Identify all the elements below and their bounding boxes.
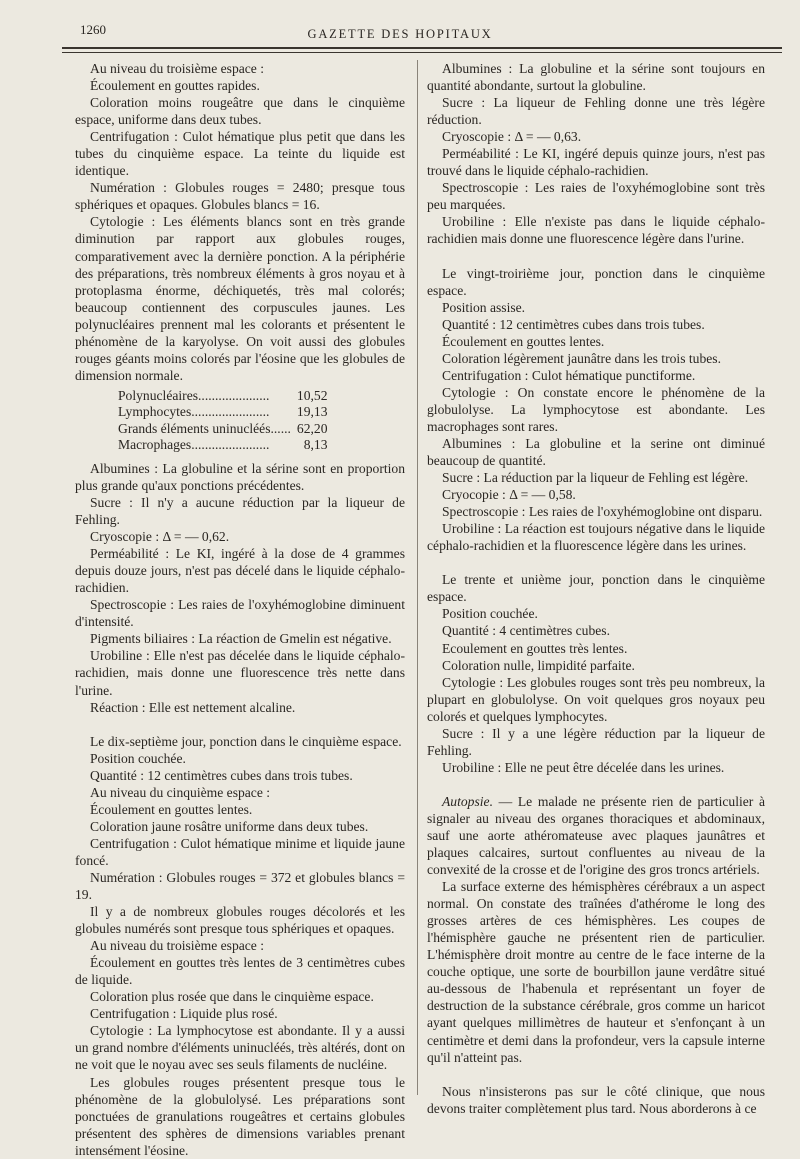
paragraph: Cytologie : Les éléments blancs sont en très grande diminution par rapport aux globules rouges, comparativement avec la dernière ponction. A la périphérie des préparations, très nombreux éléments à gros noyau et à protoplasma énorme, déchiquetés, très mal colorés; beaucoup contiennent des corpuscules jaunes. Les polynucléaires prennent mal les colorants et présentent le phénomène de la karyolyse. On voit aussi des globules rouges géants moins colorés par l'éosine que les globules de dimension normale. bbox=[75, 214, 405, 383]
paragraph: Cytologie : La lymphocytose est abondante. Il y a aussi un grand nombre d'éléments uninucléés, très altérés, dont on ne voit que le noyau avec ses seuls filaments de nucléine. bbox=[75, 1023, 405, 1073]
paragraph: Coloration moins rougeâtre que dans le cinquième espace, uniforme dans deux tubes. bbox=[75, 95, 405, 128]
paragraph: Nous n'insisterons pas sur le côté clinique, que nous devons traiter complètement plus tard. Nous aborderons à ce bbox=[427, 1083, 765, 1116]
paragraph: Coloration jaune rosâtre uniforme dans deux tubes. bbox=[90, 818, 369, 834]
running-head: GAZETTE DES HOPITAUX bbox=[307, 27, 493, 41]
table-row bbox=[118, 388, 328, 405]
autopsy-paragraph bbox=[427, 793, 765, 878]
paragraph: Spectroscopie : Les raies de l'oxyhémoglobine sont très peu marquées. bbox=[427, 180, 765, 213]
cell-type: Lymphocytes....................... bbox=[118, 404, 270, 420]
left-column bbox=[75, 60, 405, 1159]
paragraph: Cytologie : On constate encore le phénomène de la globulolyse. La lymphocytose est abondante. Les macrophages sont rares. bbox=[427, 384, 765, 434]
paragraph: Spectroscopie : Les raies de l'oxyhémoglobine diminuent d'intensité. bbox=[75, 597, 405, 630]
paragraph: Coloration légèrement jaunâtre dans les trois tubes. bbox=[442, 350, 721, 366]
right-section-b bbox=[427, 265, 765, 555]
paragraph: Perméabilité : Le KI, ingéré à la dose de 4 grammes depuis douze jours, n'est pas décelé dans le liquide céphalo-rachidien. bbox=[75, 546, 405, 596]
paragraph: Numération : Globules rouges = 2480; presque tous sphériques et opaques. Globules blancs = 16. bbox=[75, 180, 405, 213]
left-section-b bbox=[75, 460, 405, 716]
paragraph: Spectroscopie : Les raies de l'oxyhémoglobine ont disparu. bbox=[442, 504, 763, 520]
paragraph: Écoulement en gouttes lentes. bbox=[90, 801, 253, 817]
paragraph: Cryocopie : Δ = — 0,58. bbox=[442, 487, 576, 503]
paragraph: Écoulement en gouttes très lentes de 3 centimètres cubes de liquide. bbox=[75, 955, 405, 988]
column-divider bbox=[417, 60, 418, 1095]
paragraph: Quantité : 12 centimètres cubes dans trois tubes. bbox=[442, 316, 705, 332]
paragraph: Centrifugation : Culot hématique minime et liquide jaune foncé. bbox=[75, 835, 405, 868]
paragraph: Urobiline : Elle n'existe pas dans le liquide céphalo-rachidien mais donne une fluorescence légère dans l'urine. bbox=[427, 214, 765, 247]
paragraph: Position couchée. bbox=[442, 606, 538, 622]
paragraph: Les globules rouges présentent presque tous le phénomène de la globulolysé. Les préparations sont ponctuées de granulations rougeâtres et certains globules présentent des sphères de dimensions variables prenant intensément l'éosine. bbox=[75, 1074, 405, 1158]
paragraph: Sucre : La liqueur de Fehling donne une très légère réduction. bbox=[427, 95, 765, 128]
left-section-c bbox=[75, 733, 405, 1159]
paragraph: Position assise. bbox=[442, 299, 526, 315]
right-section-c bbox=[427, 571, 765, 776]
cell-percent: 19,13 bbox=[296, 404, 328, 420]
paragraph: Albumines : La globuline et la sérine sont toujours en quantité abondante, surtout la globuline. bbox=[427, 61, 765, 94]
paragraph: Cytologie : Les globules rouges sont très peu nombreux, la plupart en globulolyse. On voit quelques gros noyaux peu colorés et quelques lymphocytes. bbox=[427, 674, 765, 724]
page-number: 1260 bbox=[80, 22, 106, 37]
cell-percent: 62,20 bbox=[296, 420, 328, 436]
paragraph: Urobiline : Elle n'est pas décelée dans le liquide céphalo-rachidien, mais donne une fluorescence très nette dans l'urine. bbox=[75, 648, 405, 698]
paragraph: Réaction : Elle est nettement alcaline. bbox=[90, 699, 296, 715]
paragraph: Numération : Globules rouges = 372 et globules blancs = 19. bbox=[75, 869, 405, 903]
cell-type: Macrophages....................... bbox=[118, 437, 270, 453]
paragraph: Au niveau du cinquième espace : bbox=[90, 784, 271, 800]
autopsy-text: — Le malade ne présente rien de particulier à signaler au niveau des organes thoraciques et abdominaux, sauf une aorte athéromateuse avec plaques jaunâtres et plaques calcaires, surtout confluentes au niveau de la convexité de la crosse et de l'origine des gros troncs artériels. bbox=[427, 793, 765, 878]
table-row bbox=[118, 404, 328, 421]
table-row bbox=[118, 437, 328, 454]
right-section-d bbox=[427, 878, 765, 1066]
autopsy-label: Autopsie. bbox=[442, 793, 493, 809]
paragraph: Sucre : Il n'y a aucune réduction par la liqueur de Fehling. bbox=[75, 494, 405, 528]
right-section-a bbox=[427, 60, 765, 248]
paragraph: Il y a de nombreux globules rouges décolorés et les globules numérés sont presque tous sphériques et opaques. bbox=[75, 904, 405, 937]
paragraph: Perméabilité : Le KI, ingéré depuis quinze jours, n'est pas trouvé dans le liquide céphalo-rachidien. bbox=[427, 146, 765, 179]
paragraph: Coloration nulle, limpidité parfaite. bbox=[442, 657, 635, 673]
paragraph: Sucre : Il y a une légère réduction par la liqueur de Fehling. bbox=[427, 725, 765, 758]
paragraph: Position couchée. bbox=[90, 750, 186, 766]
header-rule bbox=[62, 47, 782, 49]
paragraph: Le trente et unième jour, ponction dans le cinquième espace. bbox=[427, 572, 765, 605]
paragraph: Le dix-septième jour, ponction dans le cinquième espace. bbox=[90, 733, 402, 749]
cell-percent: 10,52 bbox=[296, 387, 328, 403]
paragraph: Albumines : La globuline et la sérine sont en proportion plus grande qu'aux ponctions précédentes. bbox=[75, 460, 405, 493]
paragraph: Écoulement en gouttes lentes. bbox=[442, 333, 605, 349]
cell-type: Polynucléaires..................... bbox=[118, 387, 270, 403]
paragraph: Centrifugation : Culot hématique punctiforme. bbox=[442, 367, 696, 383]
cell-type: Grands éléments uninucléés...... bbox=[118, 420, 291, 436]
paragraph: Cryoscopie : Δ = — 0,62. bbox=[90, 529, 230, 545]
paragraph: Écoulement en gouttes rapides. bbox=[90, 78, 260, 94]
paragraph: Quantité : 12 centimètres cubes dans trois tubes. bbox=[90, 767, 353, 783]
paragraph: Centrifugation : Culot hématique plus petit que dans les tubes du cinquième espace. La teinte du liquide est identique. bbox=[75, 129, 405, 179]
paragraph: Au niveau du troisième espace : bbox=[90, 61, 265, 76]
table-row bbox=[118, 421, 328, 438]
paragraph: Sucre : La réduction par la liqueur de Fehling est légère. bbox=[442, 470, 749, 486]
paragraph: Urobiline : Elle ne peut être décelée dans les urines. bbox=[442, 759, 725, 775]
paragraph: Au niveau du troisième espace : bbox=[90, 938, 265, 954]
paragraph: La surface externe des hémisphères cérébraux a un aspect normal. On constate des traînées d'athérome le long des grosses artères de ces hémisphères. Les coupes de l'hémisphère gauche ne présentent rien de particulier. L'hémisphère droit montre au centre de le face interne de la couche optique, une sorte de bourbillon jaune verdâtre situé au-dessous de l'habenula et représentant un foyer de destruction de la substance cérébrale, gros comme un haricot ayant quelques millimètres de hauteur et s'enfonçant à un centimètre et demi dans la profondeur, vers la capsule interne qu'il n'atteint pas. bbox=[427, 879, 765, 1065]
header-rule-thin bbox=[62, 52, 782, 53]
paragraph: Ecoulement en gouttes très lentes. bbox=[442, 640, 628, 656]
cell-percent: 8,13 bbox=[303, 437, 328, 453]
right-column bbox=[427, 60, 765, 1117]
paragraph: Albumines : La globuline et la serine ont diminué beaucoup de quantité. bbox=[427, 435, 765, 469]
paragraph: Quantité : 4 centimètres cubes. bbox=[442, 623, 610, 639]
paragraph: Urobiline : La réaction est toujours négative dans le liquide céphalo-rachidien et la fluorescence légère dans les urines. bbox=[427, 521, 765, 554]
paragraph: Le vingt-troirième jour, ponction dans le cinquième espace. bbox=[427, 265, 765, 298]
paragraph: Cryoscopie : Δ = — 0,63. bbox=[442, 129, 582, 145]
paragraph: Pigments biliaires : La réaction de Gmelin est négative. bbox=[90, 631, 392, 647]
left-section-a bbox=[75, 60, 405, 384]
cell-count-table bbox=[118, 388, 328, 454]
paragraph: Centrifugation : Liquide plus rosé. bbox=[90, 1006, 278, 1022]
paragraph: Coloration plus rosée que dans le cinquième espace. bbox=[90, 989, 374, 1005]
